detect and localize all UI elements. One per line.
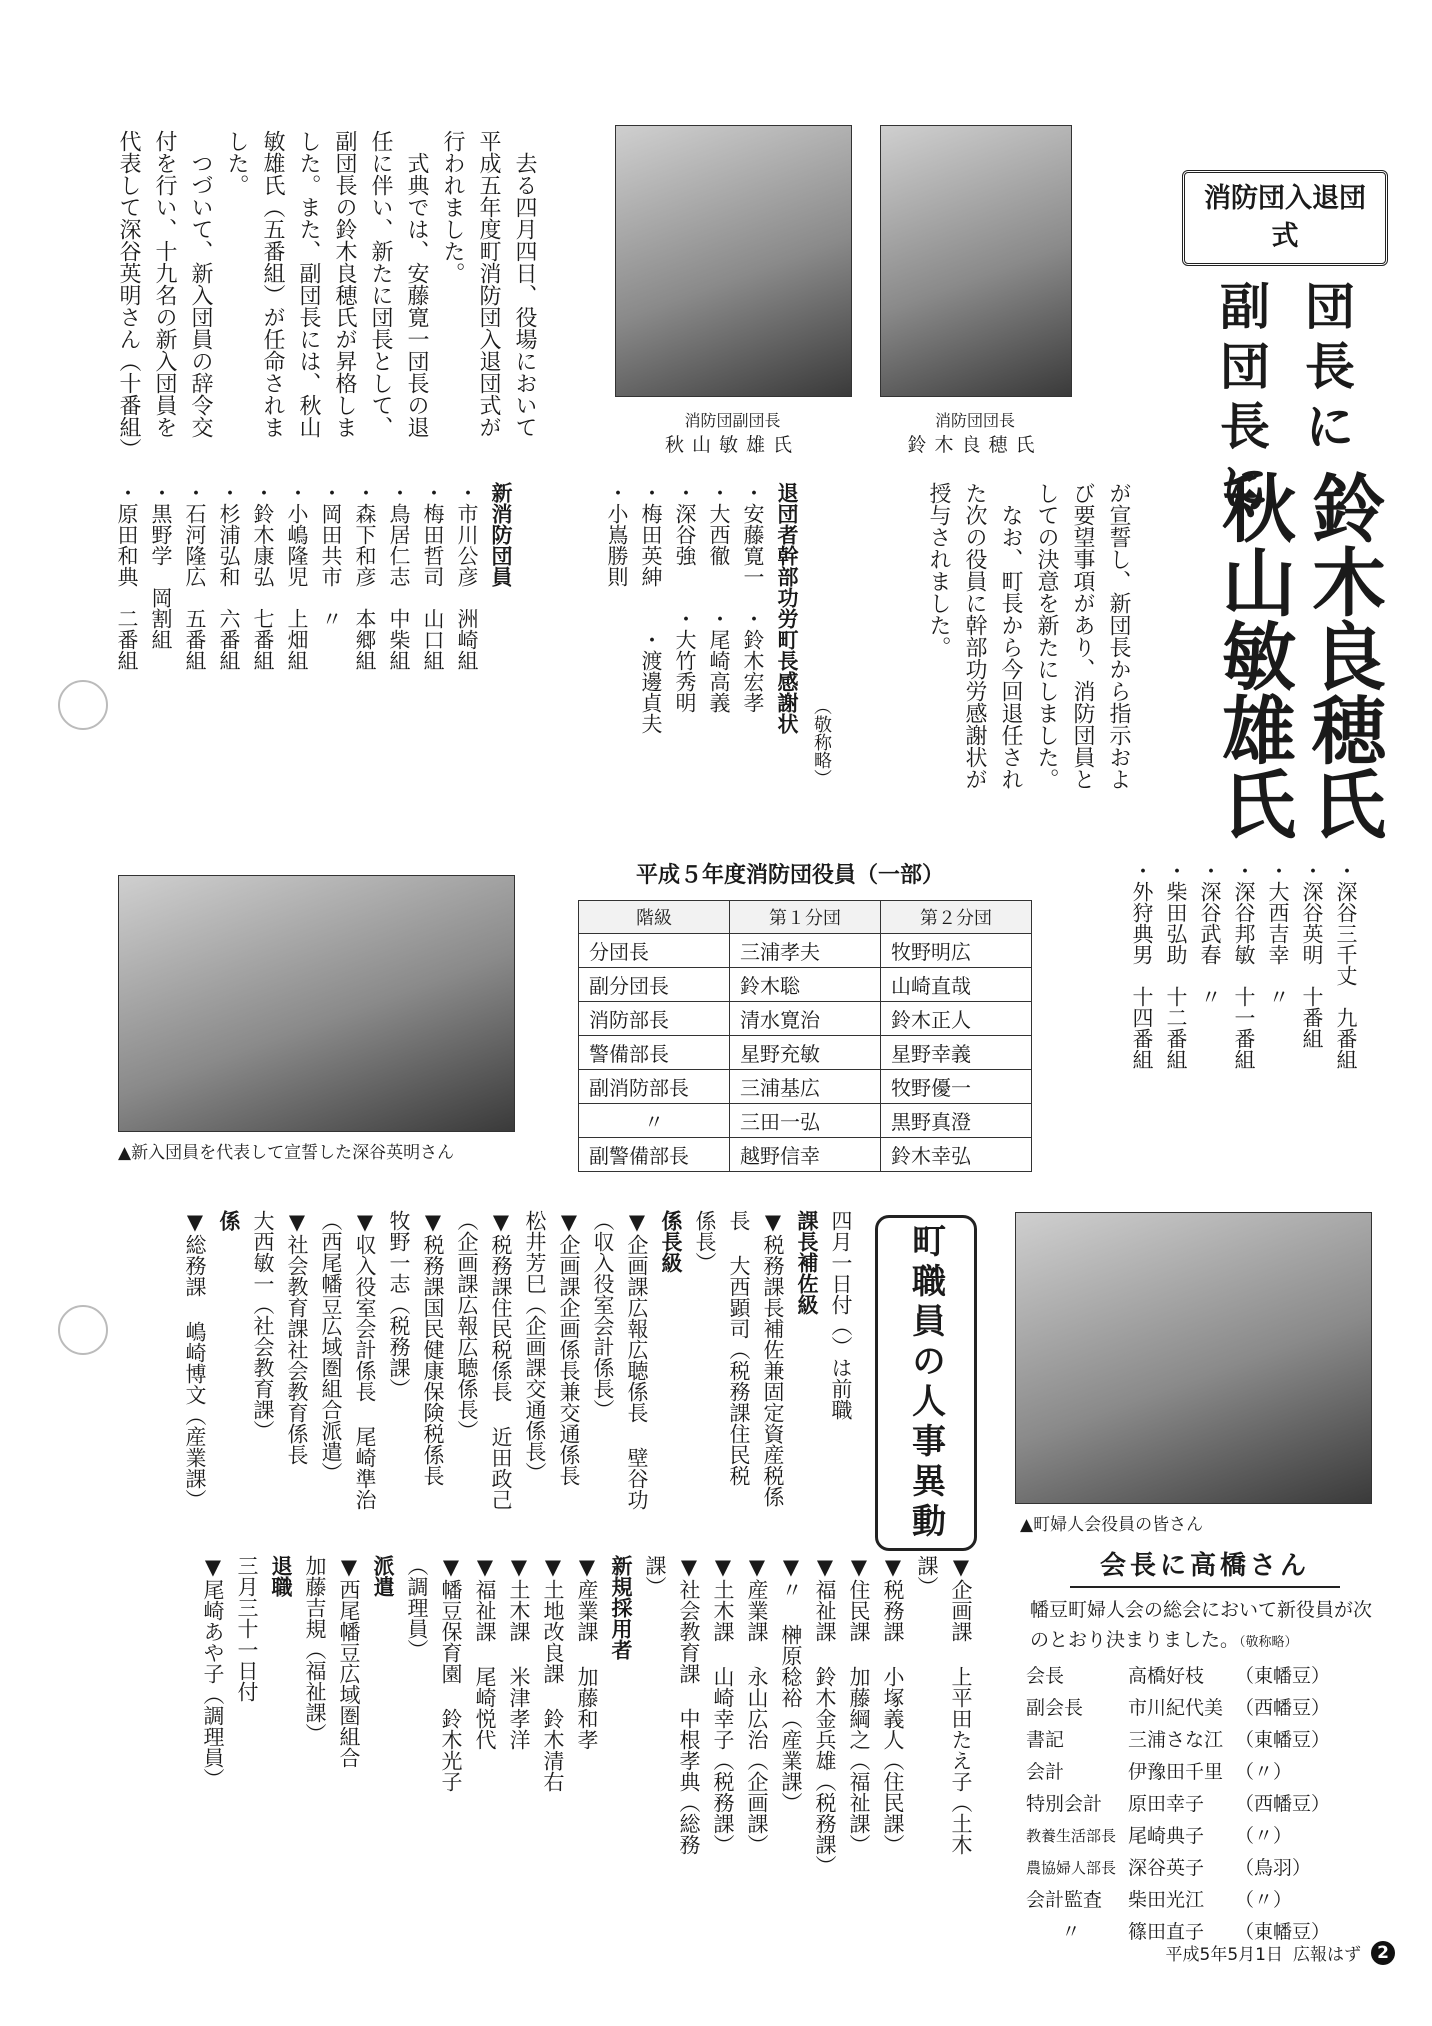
- roster-name: 篠田直子: [1128, 1921, 1205, 1943]
- officers-row: [579, 1138, 1032, 1172]
- page-number-badge: 2: [1371, 1941, 1395, 1965]
- womens-roster: [1020, 1660, 1336, 1948]
- officers-header-cell: 第１分団: [730, 901, 881, 934]
- officers-row: [579, 1104, 1032, 1138]
- punch-hole-top: [58, 680, 108, 730]
- roster-name: 尾崎典子: [1128, 1825, 1205, 1847]
- roster-name: 原田幸子: [1128, 1793, 1205, 1815]
- punch-hole-bottom: [58, 1305, 108, 1355]
- article-line: 付を行い、十九名の新入団員を: [152, 130, 177, 438]
- article-line: た次の役員に幹部功労感謝状が: [962, 482, 987, 790]
- roster-role: 農協婦人部長: [1026, 1859, 1117, 1877]
- honors-block: [600, 482, 838, 822]
- roster-row: [1020, 1724, 1336, 1756]
- roster-row: [1020, 1660, 1336, 1692]
- officers-unit2: 鈴木幸弘: [881, 1138, 1032, 1172]
- roster-area: （西幡豆）: [1235, 1793, 1331, 1815]
- article-line: 副団長の鈴木良穂氏が昇格しま: [332, 130, 357, 438]
- officers-rank: 副消防部長: [579, 1070, 730, 1104]
- personnel-entry: ▼土木課 山崎幸子（税務課）: [711, 1555, 735, 1855]
- roster-role: 〃: [1061, 1921, 1081, 1943]
- roster-area: （東幡豆）: [1235, 1729, 1331, 1751]
- officers-rank: 〃: [579, 1104, 730, 1138]
- roster-name: 深谷英子: [1128, 1857, 1205, 1879]
- article-line: 去る四月四日、役場において: [512, 152, 537, 438]
- honoree: ・小嶌勝則: [605, 482, 629, 587]
- personnel-entry: （企画課広報広聴係長）: [455, 1210, 479, 1441]
- ceremony-photo-caption: ▲新入団員を代表して宣誓した深谷英明さん: [118, 1143, 455, 1163]
- officers-table: [578, 900, 1032, 1172]
- fire-article-part1: [110, 130, 542, 490]
- personnel-heading: 新規採用者: [609, 1555, 634, 1660]
- article-line: 式典では、安藤寛一団長の退: [404, 152, 429, 438]
- personnel-entry: ▼住民課 加藤綱之（福祉課）: [847, 1555, 871, 1855]
- honoree: ・安藤寛一 ・鈴木宏孝: [741, 482, 765, 713]
- personnel-entry: ▼収入役室会計係長 尾崎準治: [353, 1210, 377, 1510]
- vice-caption-name: 秋山敏雄氏: [664, 434, 800, 456]
- headline-chief-name: 鈴木良穂氏: [1300, 470, 1386, 840]
- roster-role: 書記: [1026, 1729, 1065, 1751]
- officers-rank: 副分団長: [579, 968, 730, 1002]
- article-line: 授与されました。: [926, 482, 951, 658]
- roster-name: 三浦さな江: [1128, 1729, 1224, 1751]
- new-member: ・外狩典男 十四番組: [1130, 860, 1154, 1070]
- new-member: ・深谷三千丈 九番組: [1334, 860, 1358, 1070]
- personnel-entry: 松井芳巳（企画課交通係長）: [523, 1210, 547, 1483]
- chief-portrait-photo: [880, 125, 1072, 397]
- article-line: 行われました。: [440, 130, 465, 284]
- headline-vice-role: 副団長に: [1212, 280, 1270, 520]
- fire-article-part2: [920, 482, 1136, 822]
- fire-tag-box: [1182, 170, 1388, 266]
- womens-title: 会長に高橋さん: [1070, 1545, 1340, 1588]
- article-line: した。: [224, 130, 249, 196]
- womens-association-photo: [1015, 1212, 1372, 1504]
- roster-role: 会計監査: [1026, 1889, 1103, 1911]
- officers-header-row: [579, 901, 1032, 934]
- officers-rank: 分団長: [579, 934, 730, 968]
- roster-name: 高橋好枝: [1128, 1665, 1205, 1687]
- chief-caption-title: 消防団団長: [934, 411, 1015, 430]
- chief-caption-name: 鈴木良穂氏: [907, 434, 1043, 456]
- personnel-entry: ▼企画課広報広聴係長 壁谷功: [625, 1210, 649, 1510]
- personnel-entry: ▼税務課 小塚義人（住民課）: [881, 1555, 905, 1855]
- personnel-entry: ▼福祉課 尾崎悦代: [473, 1555, 497, 1750]
- personnel-heading: 派遣: [371, 1555, 396, 1597]
- roster-area: （西幡豆）: [1235, 1697, 1331, 1719]
- personnel-entry: ▼〃 榊原稔裕（産業課）: [779, 1555, 803, 1813]
- officers-unit1: 三田一弘: [730, 1104, 881, 1138]
- officers-rank: 副警備部長: [579, 1138, 730, 1172]
- roster-role: 副会長: [1026, 1697, 1084, 1719]
- officers-row: [579, 934, 1032, 968]
- article-line: つづいて、新入団員の辞令交: [188, 152, 213, 438]
- roster-name: 市川紀代美: [1128, 1697, 1224, 1719]
- personnel-entry: ▼税務課長補佐兼固定資産税係: [761, 1210, 785, 1507]
- officers-row: [579, 1002, 1032, 1036]
- honoree: ・深谷強 ・大竹秀明: [673, 482, 697, 713]
- new-member: ・石河隆広 五番組: [183, 482, 207, 671]
- new-member: ・柴田弘助 十二番組: [1164, 860, 1188, 1070]
- new-member: ・原田和典 二番組: [115, 482, 139, 671]
- officers-unit1: 越野信幸: [730, 1138, 881, 1172]
- personnel-entry: 課）: [915, 1555, 939, 1597]
- article-line: 敏雄氏（五番組）が任命されま: [260, 130, 285, 438]
- roster-role: 教養生活部長: [1026, 1827, 1117, 1845]
- new-member: ・市川公彦 洲崎組: [455, 482, 479, 671]
- officers-unit2: 牧野優一: [881, 1070, 1032, 1104]
- headline-vice-name: 秋山敏雄氏: [1210, 470, 1296, 840]
- personnel-entry: 三月三十一日付: [235, 1555, 259, 1702]
- new-member: ・深谷英明 十番組: [1300, 860, 1324, 1049]
- personnel-entry: 課）: [643, 1555, 667, 1597]
- personnel-entry: ▼総務課 嶋崎博文（産業課）: [183, 1210, 207, 1510]
- officers-unit1: 星野充敏: [730, 1036, 881, 1070]
- personnel-entry: （調理員）: [405, 1555, 429, 1660]
- new-members-block-2: [1125, 860, 1363, 1150]
- article-line: なお、町長から今回退任され: [998, 504, 1023, 790]
- honors-title: 退団者幹部功労町長感謝状: [775, 482, 799, 734]
- roster-area: （東幡豆）: [1235, 1921, 1331, 1943]
- new-members-block: [110, 482, 518, 822]
- roster-area: （〃）: [1235, 1761, 1293, 1783]
- personnel-entry: ▼福祉課 鈴木金兵雄（税務課）: [813, 1555, 837, 1876]
- ceremony-photo: [118, 875, 515, 1132]
- personnel-entry: （収入役室会計係長）: [591, 1210, 615, 1420]
- roster-row: [1020, 1692, 1336, 1724]
- new-members-title: 新消防団員: [489, 482, 513, 587]
- personnel-entry: 長 大西顕司（税務課住民税: [727, 1210, 751, 1486]
- personnel-entry: ▼土木課 米津孝洋: [507, 1555, 531, 1750]
- page-footer: [1095, 1940, 1395, 1965]
- womens-intro-note: （敬称略）: [1239, 1635, 1298, 1650]
- honoree: ・大西徹 ・尾崎高義: [707, 482, 731, 713]
- womens-roster-wrap: [1020, 1660, 1336, 1948]
- officers-header-cell: 第２分団: [881, 901, 1032, 934]
- article-line: しての決意を新たにしました。: [1034, 482, 1059, 790]
- womens-intro-text: 幡豆町婦人会の総会において新役員が次のとおり決まりました。: [1030, 1599, 1373, 1651]
- article-line: び要望事項があり、消防団員と: [1070, 482, 1095, 790]
- officers-row: [579, 1070, 1032, 1104]
- new-member: ・岡田共市 〃: [319, 482, 343, 629]
- officers-unit2: 黒野真澄: [881, 1104, 1032, 1138]
- officers-unit1: 三浦孝夫: [730, 934, 881, 968]
- officers-unit1: 三浦基広: [730, 1070, 881, 1104]
- new-member: ・深谷武春 〃: [1198, 860, 1222, 1007]
- roster-area: （鳥羽）: [1235, 1857, 1312, 1879]
- roster-role: 特別会計: [1026, 1793, 1103, 1815]
- personnel-entry: ▼西尾幡豆広域圏組合: [337, 1555, 361, 1768]
- roster-area: （東幡豆）: [1235, 1665, 1331, 1687]
- officers-rank: 消防部長: [579, 1002, 730, 1036]
- new-member: ・黒野学 岡割組: [149, 482, 173, 650]
- officers-row: [579, 968, 1032, 1002]
- roster-role: 会計: [1026, 1761, 1065, 1783]
- roster-row: [1020, 1756, 1336, 1788]
- personnel-entry: ▼幡豆保育園 鈴木光子: [439, 1555, 463, 1792]
- new-member: ・鳥居仁志 中柴組: [387, 482, 411, 671]
- roster-role: 会長: [1026, 1665, 1065, 1687]
- personnel-entry: ▼尾崎あや子（調理員）: [201, 1555, 225, 1789]
- personnel-title: 町職員の人事異動: [905, 1223, 946, 1543]
- roster-area: （〃）: [1235, 1889, 1293, 1911]
- roster-row: [1020, 1820, 1336, 1852]
- personnel-entry: ▼税務課住民税係長 近田政己: [489, 1210, 513, 1510]
- personnel-entry: ▼税務課国民健康保険税係長: [421, 1210, 445, 1486]
- vice-caption-title: 消防団副団長: [684, 411, 781, 430]
- article-line: 平成五年度町消防団入退団式が: [476, 130, 501, 438]
- officers-title: 平成５年度消防団役員（一部）: [635, 863, 944, 888]
- footer-date: 平成5年5月1日: [1165, 1945, 1283, 1965]
- officers-table-wrap: [578, 900, 1032, 1172]
- roster-name: 柴田光江: [1128, 1889, 1205, 1911]
- roster-row: [1020, 1852, 1336, 1884]
- honors-note: （敬称略）: [811, 697, 832, 787]
- new-member: ・森下和彦 本郷組: [353, 482, 377, 671]
- honoree: ・梅田英紳 ・渡邊貞夫: [639, 482, 663, 734]
- footer-publication: 広報はず: [1293, 1945, 1361, 1965]
- personnel-entry: （西尾幡豆広域圏組合派遣）: [319, 1210, 343, 1483]
- personnel-entry: 大西敏一（社会教育課）: [251, 1210, 275, 1441]
- personnel-entry: ▼土地改良課 鈴木清右: [541, 1555, 565, 1792]
- article-line: が宣誓し、新団長から指示およ: [1106, 482, 1131, 790]
- personnel-heading: 課長補佐級: [795, 1210, 820, 1315]
- personnel-list-2: [118, 1555, 978, 1885]
- officers-unit1: 鈴木聡: [730, 968, 881, 1002]
- officers-unit2: 鈴木正人: [881, 1002, 1032, 1036]
- womens-intro: [1030, 1595, 1375, 1658]
- personnel-entry: ▼社会教育課 中根孝典（総務: [677, 1555, 701, 1855]
- new-member: ・小嶋隆児 上畑組: [285, 482, 309, 671]
- personnel-entry: ▼産業課 永山広治（企画課）: [745, 1555, 769, 1855]
- personnel-heading: 退職: [269, 1555, 294, 1597]
- officers-header-cell: 階級: [579, 901, 730, 934]
- new-member: ・深谷邦敏 十一番組: [1232, 860, 1256, 1070]
- roster-name: 伊豫田千里: [1128, 1761, 1224, 1783]
- roster-area: （〃）: [1235, 1825, 1293, 1847]
- new-member: ・梅田哲司 山口組: [421, 482, 445, 671]
- vice-portrait-photo: [615, 125, 852, 397]
- article-line: 代表して深谷英明さん（十番組）: [116, 130, 141, 460]
- personnel-entry: ▼企画課 上平田たえ子（土木: [949, 1555, 973, 1855]
- officers-rank: 警備部長: [579, 1036, 730, 1070]
- womens-photo-caption: ▲町婦人会役員の皆さん: [1020, 1515, 1204, 1535]
- personnel-entry: 加藤吉規（福祉課）: [303, 1555, 327, 1744]
- article-line: した。また、副団長には、秋山: [296, 130, 321, 438]
- new-member: ・鈴木康弘 七番組: [251, 482, 275, 671]
- headline-chief-role: 団長に: [1297, 280, 1355, 460]
- new-member: ・大西吉幸 〃: [1266, 860, 1290, 1007]
- officers-unit2: 山崎直哉: [881, 968, 1032, 1002]
- personnel-date-line: 四月一日付（）は前職: [829, 1210, 853, 1420]
- officers-unit1: 清水寛治: [730, 1002, 881, 1036]
- personnel-entry: 係長）: [693, 1210, 717, 1273]
- officers-unit2: 牧野明広: [881, 934, 1032, 968]
- roster-row: [1020, 1788, 1336, 1820]
- fire-tag-text: 消防団入退団式: [1204, 183, 1366, 252]
- personnel-heading: 係: [217, 1210, 242, 1231]
- officers-row: [579, 1036, 1032, 1070]
- officers-unit2: 星野幸義: [881, 1036, 1032, 1070]
- new-member: ・杉浦弘和 六番組: [217, 482, 241, 671]
- personnel-title-box: [875, 1215, 977, 1551]
- roster-row: [1020, 1884, 1336, 1916]
- article-line: 任に伴い、新たに団長として、: [368, 130, 393, 438]
- personnel-entry: ▼産業課 加藤和孝: [575, 1555, 599, 1750]
- personnel-entry: 牧野一志（税務課）: [387, 1210, 411, 1399]
- personnel-entry: ▼企画課企画係長兼交通係長: [557, 1210, 581, 1486]
- personnel-entry: ▼社会教育課社会教育係長: [285, 1210, 309, 1465]
- personnel-heading: 係長級: [659, 1210, 684, 1273]
